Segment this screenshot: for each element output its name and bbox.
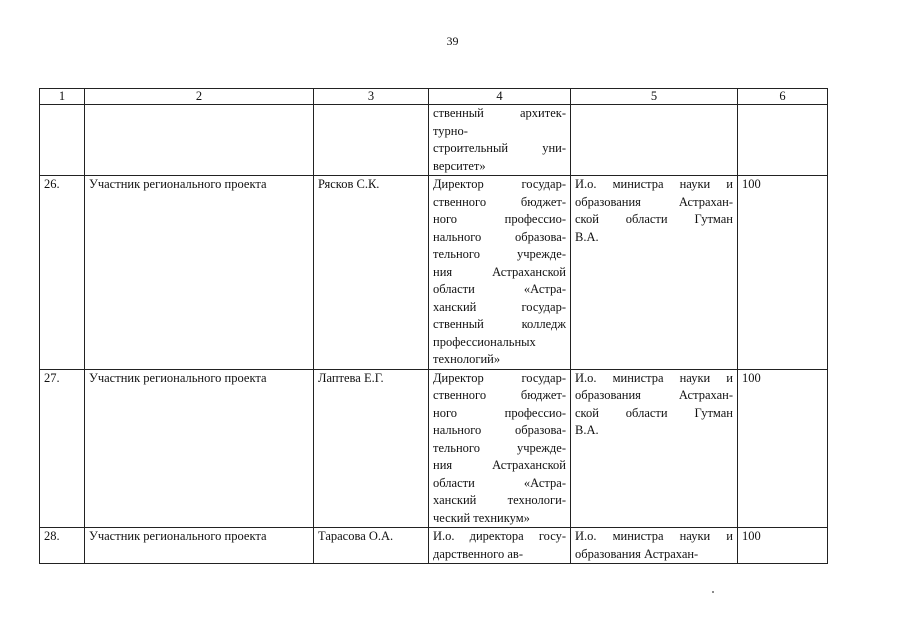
row-number: 26. <box>40 176 85 370</box>
column-header: 4 <box>429 89 571 105</box>
column-header: 5 <box>571 89 738 105</box>
cell-line: тельного учрежде- <box>433 247 566 261</box>
cell-line: турно- <box>433 123 468 138</box>
cell-line: области «Астра- <box>433 475 566 490</box>
position-cell <box>429 369 571 528</box>
row-number: 28. <box>40 528 85 564</box>
table-row <box>40 528 828 564</box>
role-cell <box>85 105 314 176</box>
cell-line: ской области Гутман <box>575 212 733 226</box>
cell-line: ханский государ- <box>433 299 566 314</box>
data-table <box>39 88 828 564</box>
approver-cell <box>571 369 738 528</box>
cell-line: ния Астраханской <box>433 458 566 472</box>
cell-line: Директор государ- <box>433 370 566 385</box>
position-cell <box>429 528 571 564</box>
name-cell <box>314 105 429 176</box>
percent-cell: 100 <box>738 528 828 564</box>
position-cell <box>429 105 571 176</box>
cell-line: В.А. <box>575 229 599 244</box>
cell-line: дарственного ав- <box>433 546 523 561</box>
cell-line: области «Астра- <box>433 282 566 296</box>
table-row <box>40 369 828 528</box>
cell-line: ческий техникум» <box>433 510 530 525</box>
column-header: 1 <box>40 89 85 105</box>
cell-line: ственный колледж <box>433 317 566 331</box>
cell-line: В.А. <box>575 423 599 437</box>
column-header: 2 <box>85 89 314 105</box>
cell-line: ственного бюджет- <box>433 388 566 402</box>
row-number: 27. <box>40 369 85 528</box>
cell-line: ного профессио- <box>433 405 566 420</box>
scan-speck <box>712 591 714 593</box>
cell-line: ния Астраханской <box>433 264 566 279</box>
name-cell: Тарасова О.А. <box>314 528 429 564</box>
approver-cell <box>571 105 738 176</box>
cell-line: И.о. министра науки и <box>575 177 733 191</box>
row-number <box>40 105 85 176</box>
percent-cell: 100 <box>738 369 828 528</box>
cell-line: нального образова- <box>433 229 566 244</box>
approver-cell <box>571 528 738 564</box>
cell-line: ханский технологи- <box>433 493 566 507</box>
name-cell: Лаптева Е.Г. <box>314 369 429 528</box>
cell-line: И.о. министра науки и <box>575 370 733 385</box>
cell-line: строительный уни- <box>433 141 566 155</box>
percent-cell: 100 <box>738 176 828 370</box>
cell-line: ской области Гутман <box>575 405 733 420</box>
cell-line: верситет» <box>433 158 486 173</box>
percent-cell <box>738 105 828 176</box>
role-cell: Участник регионального проекта <box>85 176 314 370</box>
position-cell <box>429 176 571 370</box>
cell-line: профессиональных <box>433 334 536 349</box>
page-number: 39 <box>446 34 459 48</box>
cell-line: нального образова- <box>433 423 566 437</box>
cell-line: технологий» <box>433 352 501 366</box>
approver-cell <box>571 176 738 370</box>
cell-line: образования Астрахан- <box>575 194 733 209</box>
name-cell: Рясков С.К. <box>314 176 429 370</box>
cell-line: образования Астрахан- <box>575 388 733 402</box>
role-cell: Участник регионального проекта <box>85 528 314 564</box>
cell-line: ственный архитек- <box>433 106 566 120</box>
table-row <box>40 105 828 176</box>
column-header: 3 <box>314 89 429 105</box>
cell-line: тельного учрежде- <box>433 440 566 455</box>
cell-line: И.о. министра науки и <box>575 529 733 543</box>
cell-line: образования Астрахан- <box>575 546 699 561</box>
table-header-row <box>40 89 828 105</box>
cell-line: И.о. директора госу- <box>433 529 566 543</box>
cell-line: Директор государ- <box>433 177 566 191</box>
table-body <box>40 105 828 564</box>
cell-line: ного профессио- <box>433 212 566 226</box>
cell-line: ственного бюджет- <box>433 194 566 209</box>
column-header: 6 <box>738 89 828 105</box>
role-cell: Участник регионального проекта <box>85 369 314 528</box>
table-row <box>40 176 828 370</box>
